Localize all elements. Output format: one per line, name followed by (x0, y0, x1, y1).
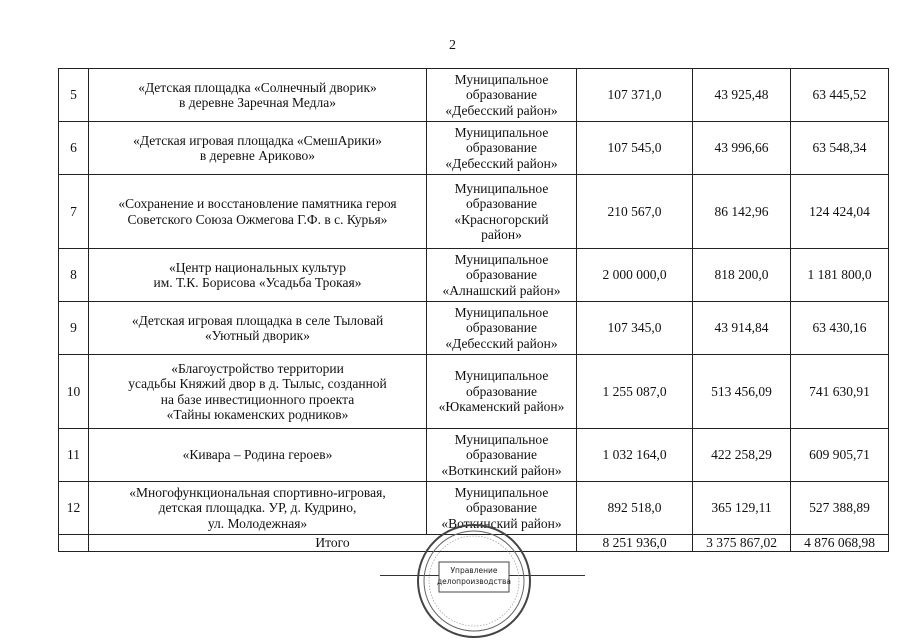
table-row (59, 429, 889, 482)
row-number: 5 (59, 69, 89, 122)
amount-total: 210 567,0 (577, 175, 693, 249)
project-name-line: «Детская игровая площадка в селе Тыловай (131, 312, 384, 328)
table-row (59, 249, 889, 302)
totals-total: 8 251 936,0 (577, 535, 693, 552)
row-number: 8 (59, 249, 89, 302)
project-name (89, 355, 427, 429)
amount-col2: 513 456,09 (693, 355, 791, 429)
project-name-line: «Тайны юкаменских родников» (166, 407, 349, 422)
municipality-line: Муниципальное (454, 368, 549, 384)
municipality-line: образование (466, 447, 537, 463)
amount-col2: 86 142,96 (693, 175, 791, 249)
municipality-line: Муниципальное (454, 71, 549, 87)
municipality-line: «Воткинский район» (441, 515, 562, 531)
project-name-line: усадьбы Княжий двор в д. Тылыс, созданной (128, 376, 387, 391)
project-name (89, 122, 427, 175)
totals-col2: 3 375 867,02 (693, 535, 791, 552)
project-name-line: «Детская площадка «Солнечный дворик» (138, 79, 377, 95)
row-number: 12 (59, 482, 89, 535)
project-name (89, 69, 427, 122)
amount-total: 892 518,0 (577, 482, 693, 535)
totals-label: Итого (89, 535, 577, 552)
municipality-line: «Алнашский район» (442, 282, 561, 298)
table-row (59, 302, 889, 355)
municipality-line: Муниципальное (454, 304, 549, 320)
project-name-line: «Кивара – Родина героев» (182, 447, 333, 463)
amount-total: 107 545,0 (577, 122, 693, 175)
amount-col3: 609 905,71 (791, 429, 889, 482)
municipality-line: образование (466, 196, 537, 211)
municipality-line: «Юкаменский район» (438, 399, 565, 415)
table-row (59, 175, 889, 249)
municipality-line: «Дебесский район» (445, 335, 558, 351)
project-name (89, 249, 427, 302)
municipality-line: образование (466, 320, 537, 336)
project-name-line: «Уютный дворик» (204, 328, 310, 343)
row-number: 6 (59, 122, 89, 175)
project-name-line: на базе инвестиционного проекта (160, 391, 355, 407)
amount-col3: 63 445,52 (791, 69, 889, 122)
amount-total: 2 000 000,0 (577, 249, 693, 302)
project-name-line: Советского Союза Ожмегова Г.Ф. в с. Курья» (127, 211, 388, 227)
municipality (427, 302, 577, 355)
amount-total: 1 032 164,0 (577, 429, 693, 482)
seal-stamp (412, 522, 536, 640)
project-name-line: в деревне Арикoво» (199, 148, 316, 163)
amount-total: 107 371,0 (577, 69, 693, 122)
amount-col3: 63 430,16 (791, 302, 889, 355)
project-name-line: в деревне Заречная Медла» (178, 95, 337, 110)
page-number: 2 (449, 38, 456, 53)
municipality (427, 122, 577, 175)
amount-col2: 422 258,29 (693, 429, 791, 482)
table-row (59, 69, 889, 122)
amount-col2: 43 914,84 (693, 302, 791, 355)
municipality-line: образование (466, 267, 537, 283)
amount-col3: 63 548,34 (791, 122, 889, 175)
municipality-line: «Воткинский район» (441, 462, 562, 478)
project-name-line: «Благоустройство территории (171, 360, 344, 376)
project-name-line: им. Т.К. Борисова «Усадьба Трокая» (153, 275, 362, 290)
municipality-line: образование (466, 87, 537, 103)
table-row (59, 355, 889, 429)
municipality (427, 355, 577, 429)
row-number: 11 (59, 429, 89, 482)
municipality-line: «Красногорский (454, 211, 549, 227)
project-name-line: «Детская игровая площадка «СмешАрики» (133, 132, 382, 148)
project-name (89, 175, 427, 249)
totals-empty-cell (59, 535, 89, 552)
project-name (89, 482, 427, 535)
municipality (427, 249, 577, 302)
project-name-line: детская площадка. УР, д. Кудрино, (158, 500, 357, 516)
municipality-line: Муниципальное (454, 484, 549, 500)
project-name-line: «Сохранение и восстановление памятника героя (118, 196, 397, 211)
amount-total: 1 255 087,0 (577, 355, 693, 429)
municipality-line: «Дебесский район» (445, 155, 558, 171)
totals-col3: 4 876 068,98 (791, 535, 889, 552)
municipality-line: Муниципальное (454, 431, 549, 447)
municipality-line: район» (481, 227, 522, 242)
row-number: 9 (59, 302, 89, 355)
amount-col3: 527 388,89 (791, 482, 889, 535)
amount-col3: 741 630,91 (791, 355, 889, 429)
table-row (59, 122, 889, 175)
municipality-line: образование (466, 140, 537, 156)
amount-total: 107 345,0 (577, 302, 693, 355)
project-name (89, 302, 427, 355)
amount-col3: 1 181 800,0 (791, 249, 889, 302)
amount-col2: 818 200,0 (693, 249, 791, 302)
budget-table (58, 68, 889, 552)
municipality-line: образование (466, 383, 537, 399)
amount-col3: 124 424,04 (791, 175, 889, 249)
amount-col2: 43 925,48 (693, 69, 791, 122)
project-name-line: «Многофункциональная спортивно-игровая, (129, 484, 386, 500)
table-body (59, 69, 889, 552)
municipality (427, 429, 577, 482)
project-name-line: «Центр национальных культур (168, 259, 347, 275)
stamp-text-1: Управление (450, 566, 498, 575)
municipality-line: «Дебесский район» (445, 102, 558, 118)
project-name-line: ул. Молодежная» (207, 515, 308, 531)
municipality (427, 175, 577, 249)
row-number: 10 (59, 355, 89, 429)
amount-col2: 43 996,66 (693, 122, 791, 175)
municipality-line: Муниципальное (454, 180, 549, 196)
municipality (427, 69, 577, 122)
municipality-line: образование (466, 500, 537, 516)
stamp-text-2: делопроизводства (436, 577, 512, 586)
row-number: 7 (59, 175, 89, 249)
municipality-line: Муниципальное (454, 251, 549, 267)
municipality-line: Муниципальное (454, 124, 549, 140)
project-name (89, 429, 427, 482)
amount-col2: 365 129,11 (693, 482, 791, 535)
